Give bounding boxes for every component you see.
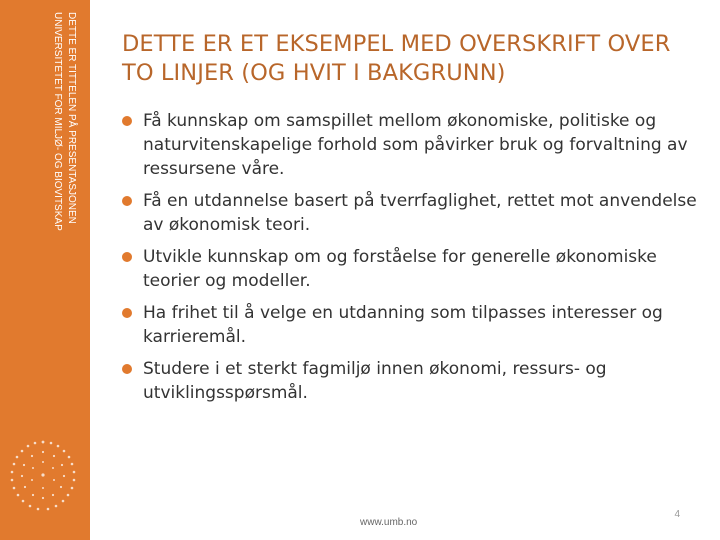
bullet-text: Få en utdannelse basert på tverrfaglighet, rettet mot anvendelse av økonomisk teori. [143, 191, 697, 235]
bullet-item [120, 301, 700, 349]
bullet-dot-icon [122, 252, 132, 262]
bullet-item [120, 109, 700, 181]
bullet-dot-icon [122, 116, 132, 126]
bullet-item [120, 245, 700, 293]
footer-url: www.umb.no [360, 517, 418, 528]
sidebar-vertical-text [48, 12, 78, 231]
page-number: 4 [674, 509, 680, 520]
bullet-dot-icon [122, 308, 132, 318]
slide-title: DETTE ER ET EKSEMPEL MED OVERSKRIFT OVER TO LINJER (OG HVIT I BAKGRUNN) [122, 31, 671, 86]
bullet-list [120, 109, 700, 413]
bullet-dot-icon [122, 364, 132, 374]
sidebar [0, 0, 90, 540]
sidebar-university-name: UNIVERSITETET FOR MILJØ- OG BIOVITSKAP [52, 12, 63, 231]
university-seal-logo-icon [8, 438, 78, 528]
sidebar-presentation-title: DETTE ER TITTELEN PÅ PRESENTASJONEN [66, 12, 77, 224]
bullet-text: Studere i et sterkt fagmiljø innen økonomi, ressurs- og utviklingsspørsmål. [143, 359, 607, 403]
bullet-text: Få kunnskap om samspillet mellom økonomiske, politiske og naturvitenskapelige forhold som påvirker bruk og forvaltning av ressursene våre. [143, 111, 688, 179]
bullet-item [120, 189, 700, 237]
bullet-text: Ha frihet til å velge en utdanning som tilpasses interesser og karrieremål. [143, 303, 663, 347]
bullet-dot-icon [122, 196, 132, 206]
bullet-item [120, 357, 700, 405]
bullet-text: Utvikle kunnskap om og forståelse for generelle økonomiske teorier og modeller. [143, 247, 657, 291]
